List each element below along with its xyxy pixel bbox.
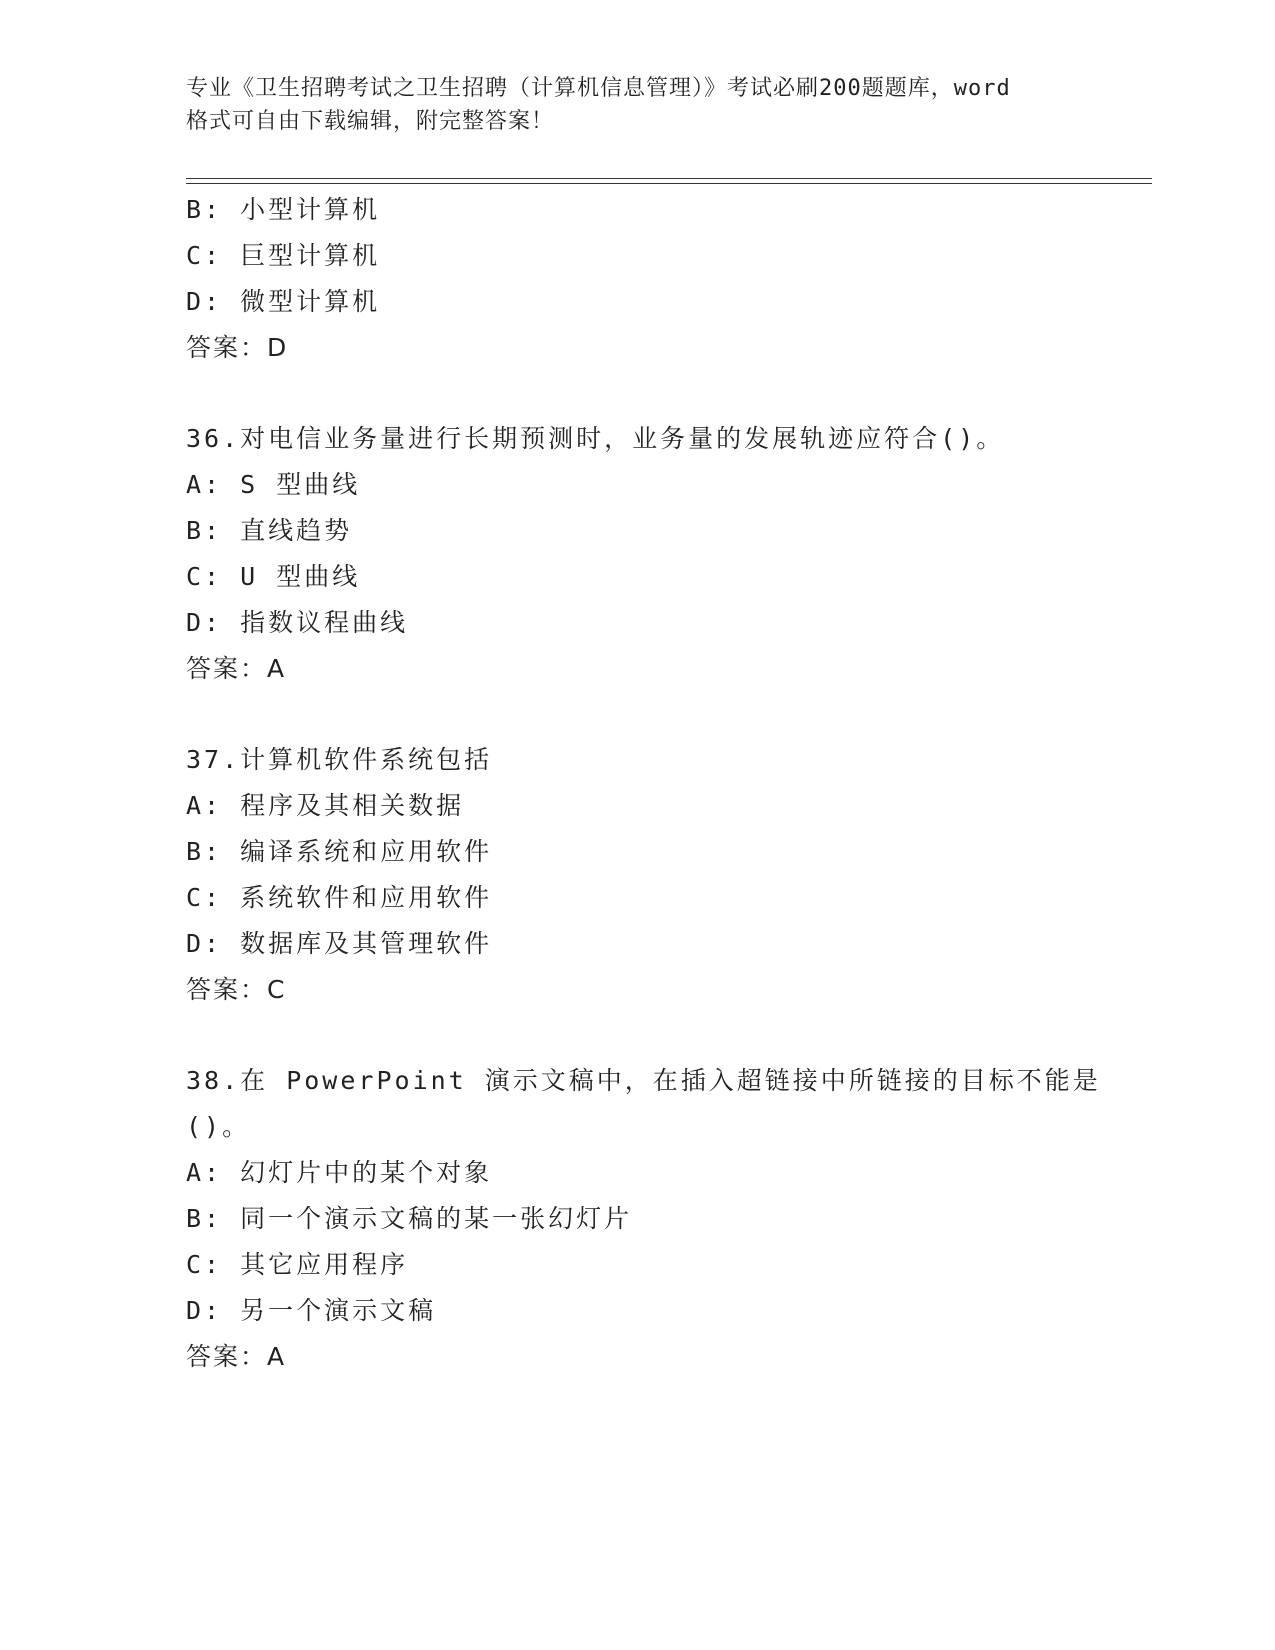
option-c: C: 系统软件和应用软件 xyxy=(186,883,493,912)
document-header xyxy=(186,72,1086,138)
option-b: B: 小型计算机 xyxy=(186,195,381,224)
option-a: A: 幻灯片中的某个对象 xyxy=(186,1158,493,1187)
question-stem: 37.计算机软件系统包括 xyxy=(186,745,493,774)
header-line-2: 格式可自由下载编辑，附完整答案！ xyxy=(186,109,555,134)
answer-line: 答案：C xyxy=(186,975,287,1004)
document-body xyxy=(186,187,1101,1380)
option-c: C: 巨型计算机 xyxy=(186,241,381,270)
option-d: D: 另一个演示文稿 xyxy=(186,1296,437,1325)
answer-line: 答案：A xyxy=(186,1342,287,1371)
question-stem: 36.对电信业务量进行长期预测时，业务量的发展轨迹应符合()。 xyxy=(186,424,1005,453)
option-a: A: S 型曲线 xyxy=(186,470,361,499)
option-b: B: 同一个演示文稿的某一张幻灯片 xyxy=(186,1204,633,1233)
question-stem-line-1: 38.在 PowerPoint 演示文稿中，在插入超链接中所链接的目标不能是 xyxy=(186,1066,1101,1095)
question-block-38 xyxy=(186,1058,1101,1380)
question-stem-line-2: ()。 xyxy=(186,1112,251,1141)
header-rule-bottom xyxy=(186,183,1152,184)
option-d: D: 微型计算机 xyxy=(186,287,381,316)
option-d: D: 指数议程曲线 xyxy=(186,608,409,637)
question-block-prev xyxy=(186,187,1086,371)
option-b: B: 编译系统和应用软件 xyxy=(186,837,493,866)
header-rule-top xyxy=(186,178,1152,179)
header-line-1: 专业《卫生招聘考试之卫生招聘（计算机信息管理）》考试必刷200题题库，word xyxy=(186,76,1011,101)
answer-line: 答案：D xyxy=(186,333,289,362)
question-block-36 xyxy=(186,416,1086,692)
option-c: C: U 型曲线 xyxy=(186,562,361,591)
answer-line: 答案：A xyxy=(186,654,287,683)
option-c: C: 其它应用程序 xyxy=(186,1250,409,1279)
option-d: D: 数据库及其管理软件 xyxy=(186,929,493,958)
question-block-37 xyxy=(186,737,1086,1013)
option-b: B: 直线趋势 xyxy=(186,516,353,545)
option-a: A: 程序及其相关数据 xyxy=(186,791,465,820)
